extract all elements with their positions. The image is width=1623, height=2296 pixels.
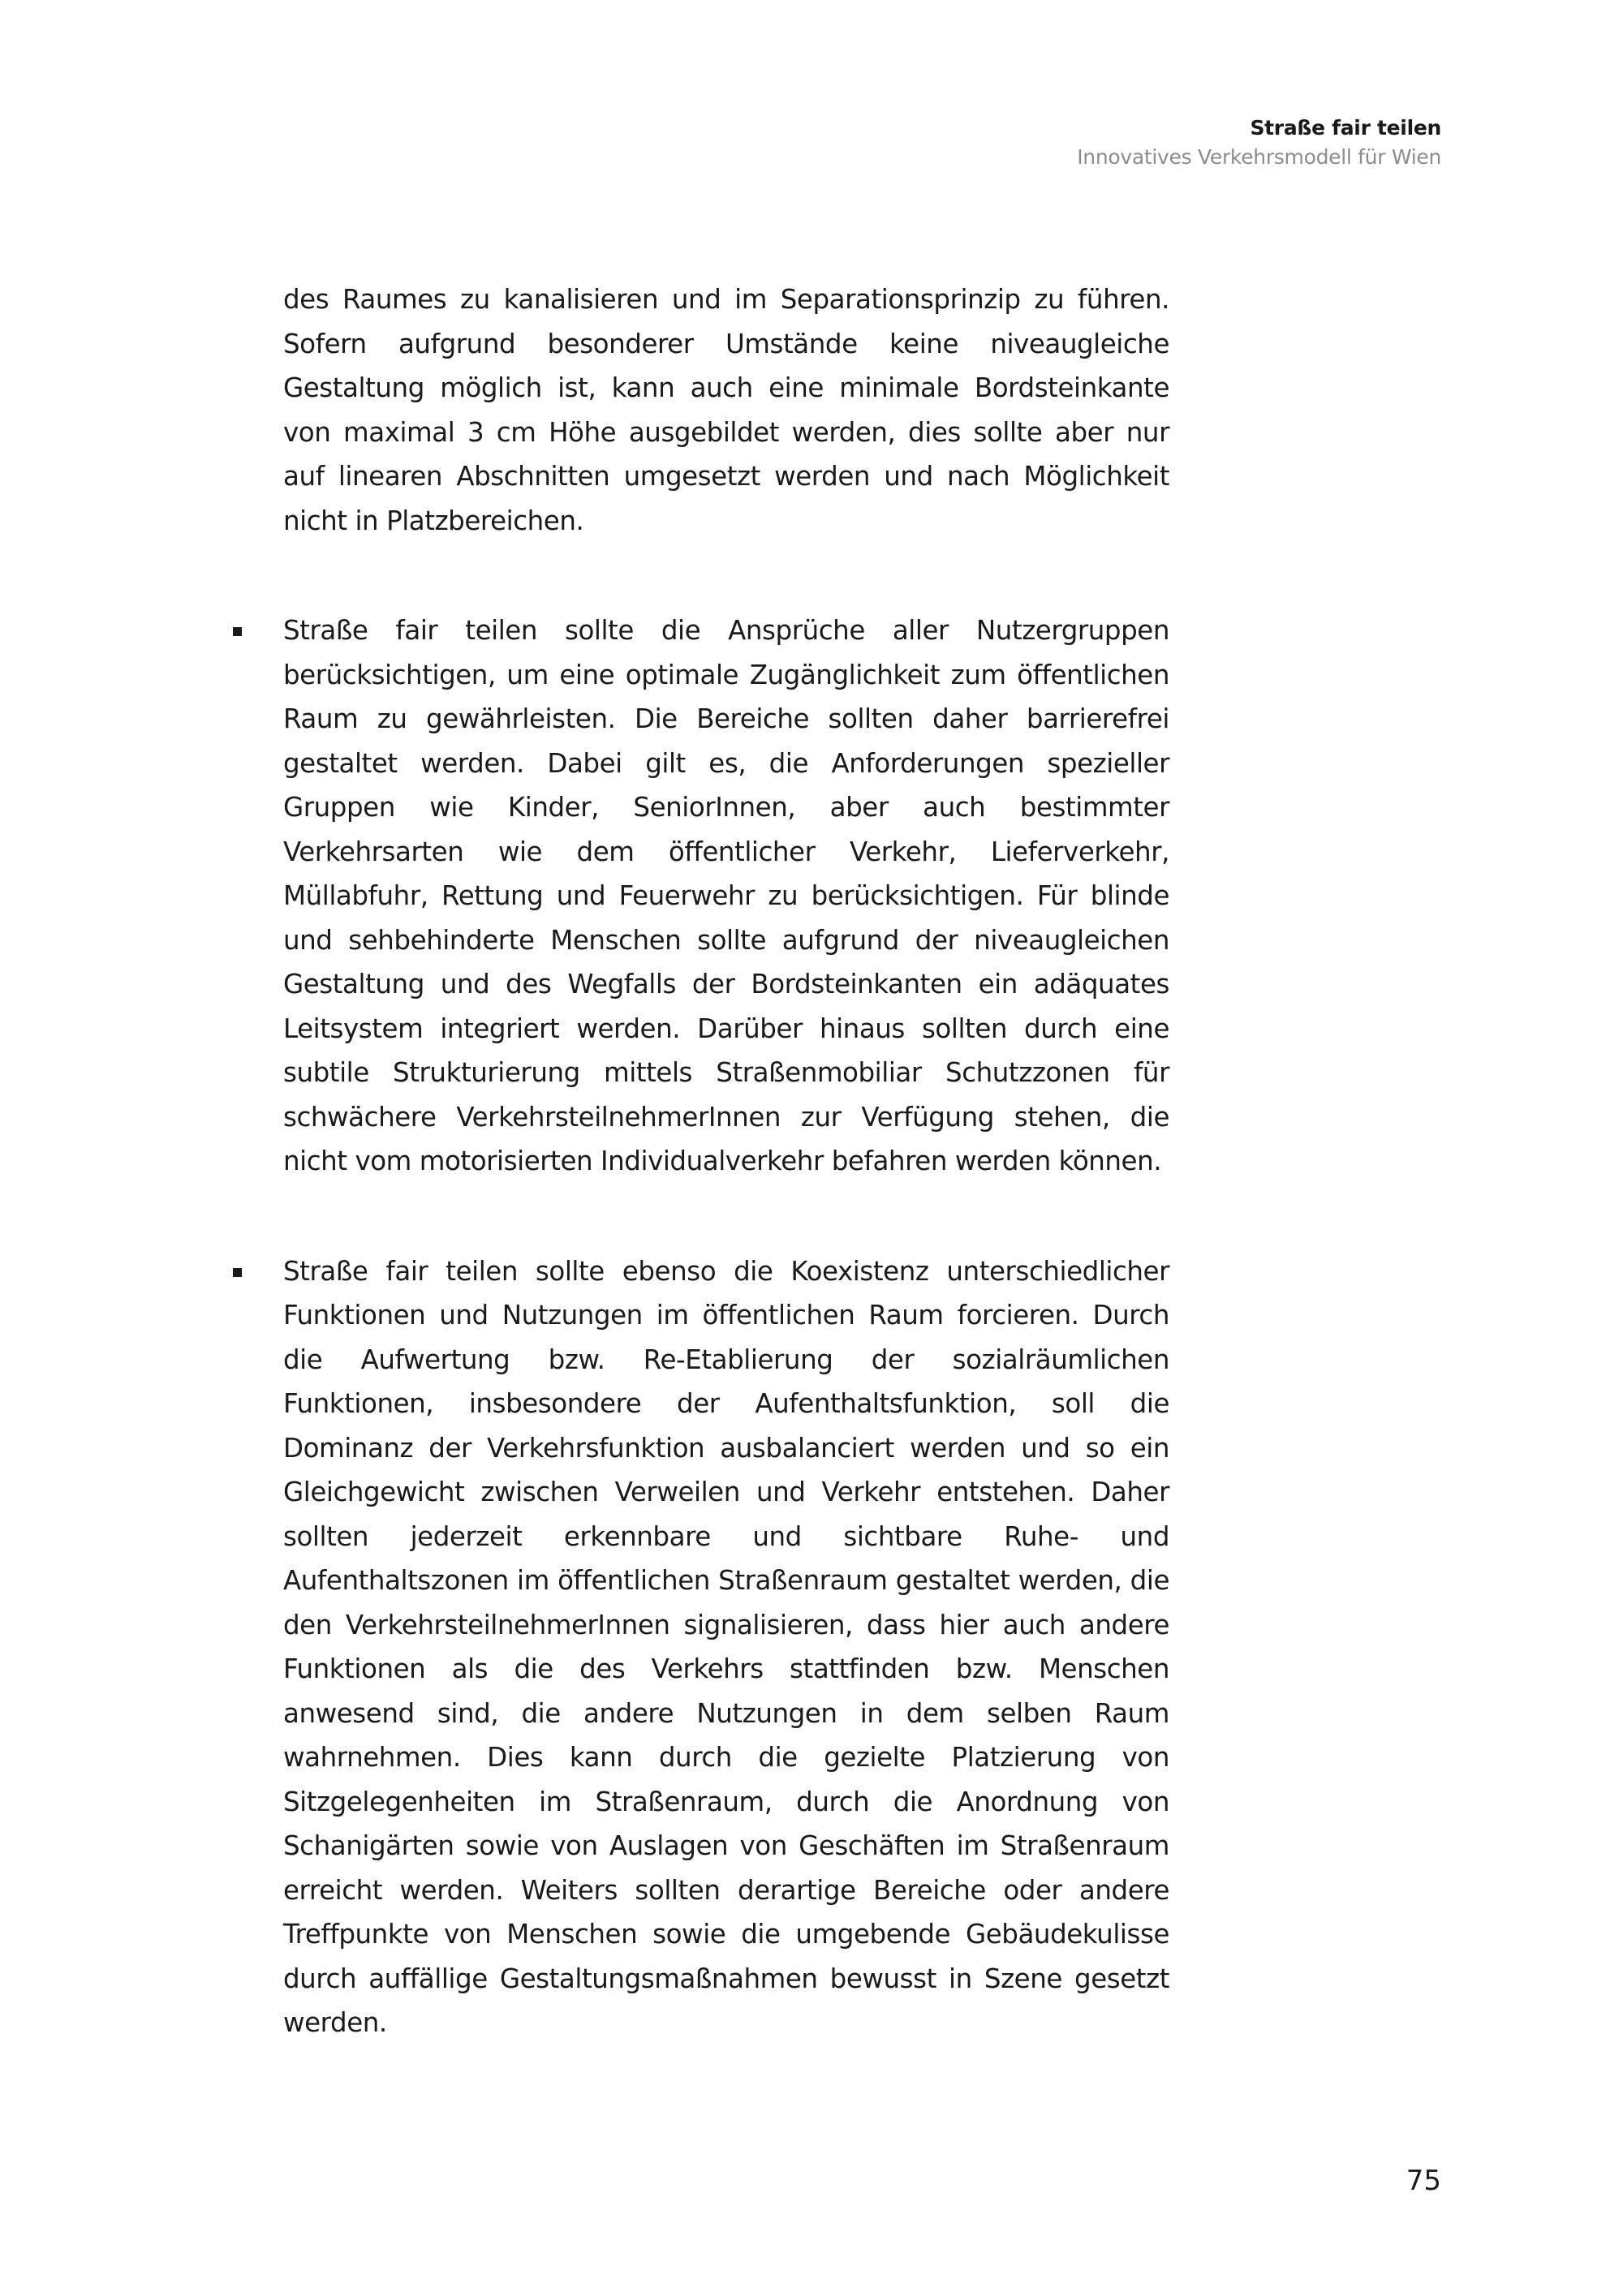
header-subtitle: Innovatives Verkehrsmodell für Wien xyxy=(1077,145,1441,169)
page-number: 75 xyxy=(1406,2165,1441,2197)
header-title: Straße fair teilen xyxy=(1250,116,1441,140)
bullet-item xyxy=(283,1249,1169,2045)
paragraph-text: des Raumes zu kanalisieren und im Separationsprinzip zu führen. Sofern aufgrund besonderer Umstände keine niveaugleiche Gestaltung möglich ist, kann auch eine minimale Bordsteinkante von maximal 3 cm Höhe ausgebildet werden, dies sollte aber nur auf linearen Abschnitten umgesetzt werden und nach Möglichkeit nicht in Platzbereichen. xyxy=(283,284,1169,536)
bullet-item xyxy=(283,608,1169,1184)
bullet-item-text: Straße fair teilen sollte die Ansprüche aller Nutzergruppen berücksichtigen, um eine optimale Zugänglichkeit zum öffentlichen Raum zu gewährleisten. Die Bereiche sollten daher barrierefrei gestaltet werden. Dabei gilt es, die Anforderungen spezieller Gruppen wie Kinder, SeniorInnen, aber auch bestimmter Verkehrsarten wie dem öffentlicher Verkehr, Lieferverkehr, Müllabfuhr, Rettung und Feuerwehr zu berücksichtigen. Für blinde und sehbehinderte Menschen sollte aufgrund der niveaugleichen Gestaltung und des Wegfalls der Bordsteinkanten ein adäquates Leitsystem integriert werden. Darüber hinaus sollten durch eine subtile Strukturierung mittels Straßenmobiliar Schutzzonen für schwächere VerkehrsteilnehmerInnen zur Verfügung stehen, die nicht vom motorisierten Individualverkehr befahren werden können. xyxy=(283,615,1169,1176)
paragraph-continuation xyxy=(283,277,1169,543)
bullet-item-text: Straße fair teilen sollte ebenso die Koexistenz unterschiedlicher Funktionen und Nutzungen im öffentlichen Raum forcieren. Durch die Aufwertung bzw. Re-Etablierung der sozialräumlichen Funktionen, insbesondere der Aufenthaltsfunktion, soll die Dominanz der Verkehrsfunktion ausbalanciert werden und so ein Gleichgewicht zwischen Verweilen und Verkehr entstehen. Daher sollten jederzeit erkennbare und sichtbare Ruhe- und Aufenthaltszonen im öffentlichen Straßenraum gestaltet werden, die den VerkehrsteilnehmerInnen signalisieren, dass hier auch andere Funktionen als die des Verkehrs stattfinden bzw. Menschen anwesend sind, die andere Nutzungen in dem selben Raum wahrnehmen. Dies kann durch die gezielte Platzierung von Sitzgelegenheiten im Straßenraum, durch die Anordnung von Schanigärten sowie von Auslagen von Geschäften im Straßenraum erreicht werden. Weiters sollten derartige Bereiche oder andere Treffpunkte von Menschen sowie die umgebende Gebäudekulisse durch auffällige Gestaltungsmaßnahmen bewusst in Szene gesetzt werden. xyxy=(283,1255,1169,2038)
square-bullet-icon xyxy=(233,627,242,636)
body-text xyxy=(283,277,1169,2045)
running-header xyxy=(1077,114,1441,172)
square-bullet-icon xyxy=(233,1268,242,1277)
